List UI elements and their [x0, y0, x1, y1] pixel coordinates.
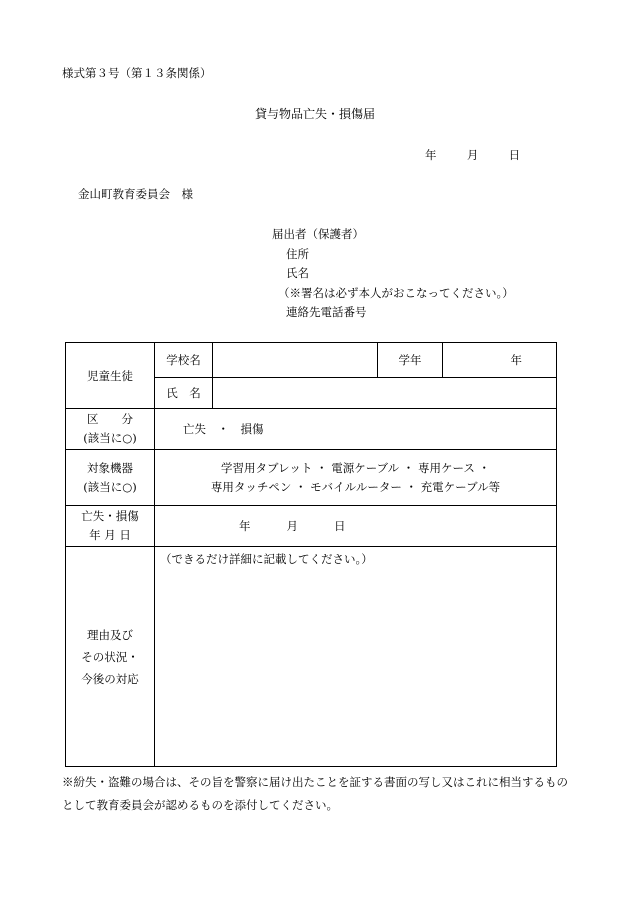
- incident-date-label-line2: 年 月 日: [89, 528, 131, 542]
- device-label: [66, 450, 155, 506]
- form-number: 様式第３号（第１３条関係）: [62, 66, 212, 80]
- category-label: [66, 409, 155, 450]
- date-month-label: 月: [466, 148, 479, 162]
- submission-date: [425, 147, 520, 163]
- date-year-label: 年: [425, 148, 437, 162]
- category-options: 亡失 ・ 損傷: [183, 422, 264, 436]
- device-label-line2: (該当に○): [83, 479, 137, 494]
- incident-year-label: 年: [239, 519, 251, 533]
- incident-date-label-line1: 亡失・損傷: [81, 509, 139, 523]
- incident-date-label: [66, 506, 155, 547]
- student-name-field[interactable]: [213, 378, 557, 409]
- address-label: 住所: [286, 246, 309, 261]
- incident-date-field[interactable]: [155, 506, 557, 547]
- applicant-heading: 届出者（保護者）: [272, 227, 364, 241]
- device-options-line2: 専用タッチペン ・ モバイルルーター ・ 充電ケーブル等: [210, 479, 501, 494]
- reason-label-line2: その状況・: [81, 649, 139, 664]
- reason-label-line1: 理由及び: [87, 627, 133, 642]
- reason-hint: （できるだけ詳細に記載してください。）: [160, 552, 373, 566]
- reason-label: [66, 547, 155, 767]
- category-label-line2: (該当に○): [83, 431, 137, 445]
- category-options-field[interactable]: [155, 409, 557, 450]
- student-name-label: 氏 名: [155, 378, 213, 409]
- reason-field[interactable]: [155, 547, 557, 767]
- addressee: 金山町教育委員会 様: [78, 187, 193, 201]
- device-options-line1: 学習用タブレット ・ 電源ケーブル ・ 専用ケース ・: [220, 460, 491, 475]
- category-label-line1: 区 分: [87, 412, 133, 426]
- document-title: 貸与物品亡失・損傷届: [254, 107, 375, 121]
- signature-note: （※署名は必ず本人がおこなってください。）: [278, 285, 514, 300]
- grade-field[interactable]: [443, 343, 557, 378]
- grade-label: 学年: [378, 343, 443, 378]
- report-form-table: [65, 342, 557, 767]
- incident-month-label: 月: [286, 519, 298, 533]
- device-label-line1: 対象機器: [87, 460, 133, 475]
- footer-note: ※紛失・盗難の場合は、その旨を警察に届け出たことを証する書面の写し又はこれに相当するものとして教育委員会が認めるものを添付してください。: [62, 775, 568, 812]
- grade-unit: 年: [510, 353, 522, 367]
- phone-label: 連絡先電話番号: [286, 305, 367, 319]
- applicant-block: [272, 225, 514, 323]
- school-label: 学校名: [155, 343, 213, 378]
- date-day-label: 日: [508, 148, 521, 162]
- student-label: 児童生徒: [66, 343, 155, 409]
- name-label: 氏名: [286, 266, 309, 280]
- device-options-field[interactable]: [155, 450, 557, 506]
- school-name-field[interactable]: [213, 343, 378, 378]
- reason-label-line3: 今後の対応: [81, 671, 139, 686]
- incident-day-label: 日: [334, 519, 346, 533]
